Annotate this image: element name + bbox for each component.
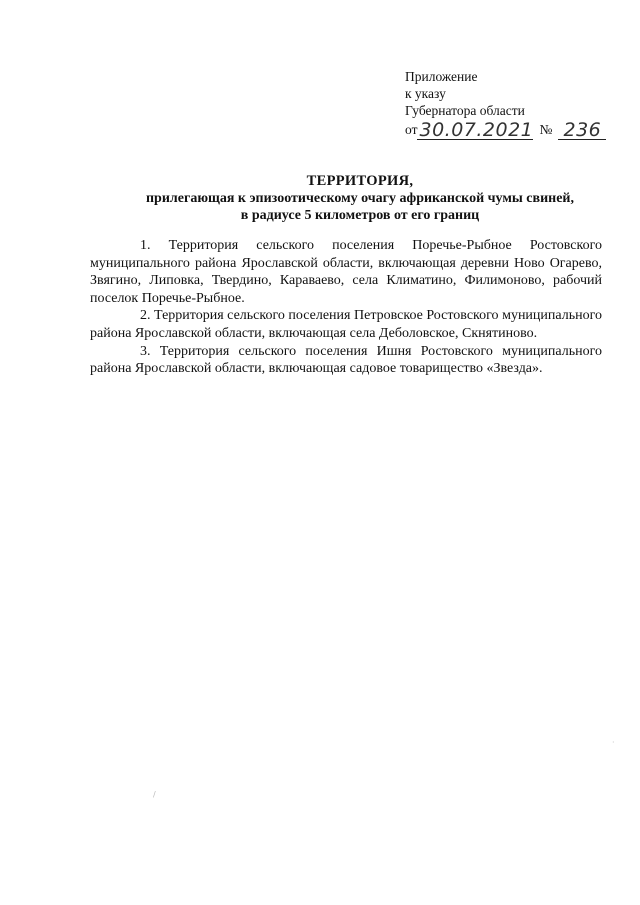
number-prefix: №	[539, 122, 553, 137]
scan-speck: ·	[612, 738, 615, 747]
document-body	[90, 237, 602, 378]
title-subheading-2: в радиусе 5 километров от его границ	[240, 208, 480, 223]
title-subheading-1: прилегающая к эпизоотическому очагу африканской чумы свиней,	[145, 191, 574, 206]
document-title	[60, 173, 640, 224]
scan-speck: /	[153, 790, 156, 799]
governor-reference: Губернатора области	[405, 103, 525, 118]
appendix-label: Приложение	[405, 69, 478, 84]
decree-reference: к указу	[405, 86, 446, 101]
date-number-row	[405, 119, 606, 141]
handwritten-date: 30.07.2021	[419, 119, 534, 141]
paragraph-1: 1. Территория сельского поселения Поречье-Рыбное Ростовского муниципального района Ярославской области, включающая деревни Ново Огарево, Звягино, Липовка, Твердино, Караваево, села Климатино, Филимоново, рабочий поселок Поречье-Рыбное.	[90, 238, 602, 306]
handwritten-number: 236	[558, 121, 606, 140]
paragraph-3: 3. Территория сельского поселения Ишня Ростовского муниципального района Ярославской области, включающая садовое товарищество «Звезда».	[90, 343, 602, 377]
paragraph-2: 2. Территория сельского поселения Петровское Ростовского муниципального района Ярославской области, включающая села Деболовское, Скнятиново.	[90, 308, 602, 341]
title-heading: ТЕРРИТОРИЯ,	[306, 173, 414, 189]
date-prefix: от	[405, 122, 418, 137]
appendix-header	[405, 68, 606, 141]
